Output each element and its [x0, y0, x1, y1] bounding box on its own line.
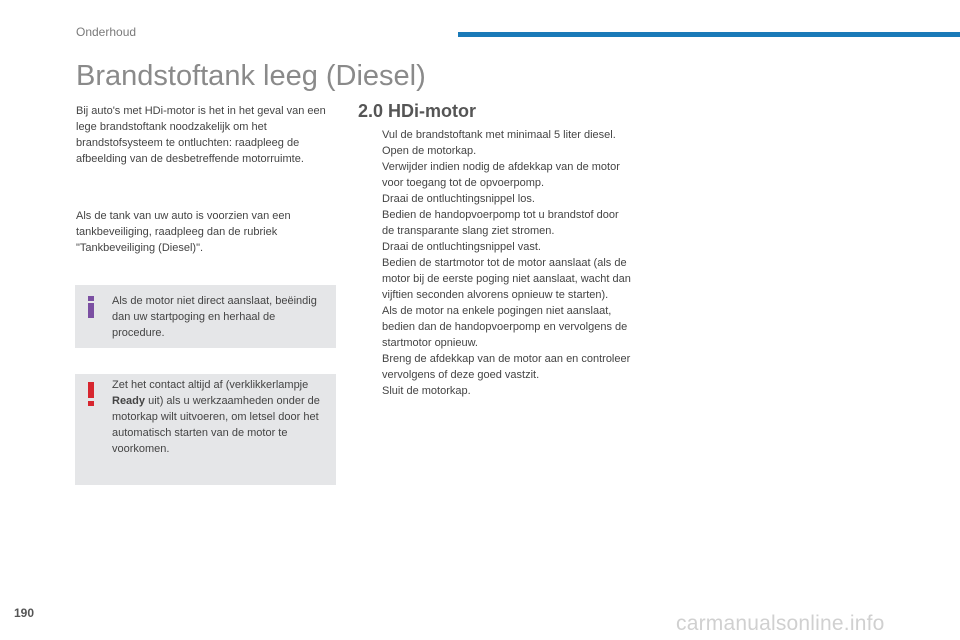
list-item: [361, 127, 633, 143]
section-header: Onderhoud: [76, 25, 137, 39]
list-item: [361, 207, 633, 239]
section-heading: 2.0 HDi-motor: [358, 101, 477, 121]
list-item: [361, 303, 633, 351]
header-accent-bar: [458, 32, 960, 37]
list-item: [361, 191, 633, 207]
info-icon: [88, 296, 94, 318]
step-text: Verwijder indien nodig de afdekkap van de motor voor toegang tot de opvoerpomp.: [382, 161, 620, 189]
warning-icon: [88, 382, 94, 406]
list-item: [361, 383, 633, 399]
watermark: carmanualsonline.info: [676, 612, 885, 635]
warning-text-bold: Ready: [112, 395, 146, 407]
info-box-text: Als de motor niet direct aanslaat, beëindig dan uw startpoging en herhaal de procedure.: [112, 295, 317, 339]
list-item: [361, 143, 633, 159]
intro-paragraph-1: Bij auto's met HDi-motor is het in het geval van een lege brandstoftank noodzakelijk om het brandstofsysteem te ontluchten: raadpleeg de afbeelding van de desbetreffende motorruimte.: [76, 105, 326, 165]
warning-box: [75, 374, 336, 485]
intro-paragraph-2: Als de tank van uw auto is voorzien van een tankbeveiliging, raadpleeg dan de rubriek "Tankbeveiliging (Diesel)".: [76, 210, 291, 254]
step-text: Sluit de motorkap.: [382, 385, 471, 397]
step-text: Open de motorkap.: [382, 145, 477, 157]
step-text: Draai de ontluchtingsnippel los.: [382, 193, 535, 205]
warning-box-text: [112, 377, 330, 457]
step-text: Bedien de handopvoerpomp tot u brandstof door de transparante slang ziet stromen.: [382, 209, 619, 237]
steps-list: [361, 127, 633, 399]
list-item: [361, 255, 633, 303]
step-text: Breng de afdekkap van de motor aan en controleer vervolgens of deze goed vastzit.: [382, 353, 631, 381]
step-text: Draai de ontluchtingsnippel vast.: [382, 241, 541, 253]
list-item: [361, 159, 633, 191]
step-text: Als de motor na enkele pogingen niet aanslaat, bedien dan de handopvoerpomp en vervolgens de startmotor opnieuw.: [382, 305, 628, 349]
warning-text-before: Zet het contact altijd af (verklikkerlampje: [112, 379, 309, 391]
warning-text-after: uit) als u werkzaamheden onder de motorkap wilt uitvoeren, om letsel door het automatisch starten van de motor te voorkomen.: [112, 395, 320, 455]
list-item: [361, 239, 633, 255]
page-title: Brandstoftank leeg (Diesel): [76, 60, 426, 92]
step-text: Vul de brandstoftank met minimaal 5 liter diesel.: [382, 129, 616, 141]
step-text: Bedien de startmotor tot de motor aanslaat (als de motor bij de eerste poging niet aanslaat, wacht dan vijftien seconden alvorens opnieuw te starten).: [382, 257, 631, 301]
list-item: [361, 351, 633, 383]
page-number: 190: [14, 606, 35, 620]
info-box: [75, 285, 336, 348]
